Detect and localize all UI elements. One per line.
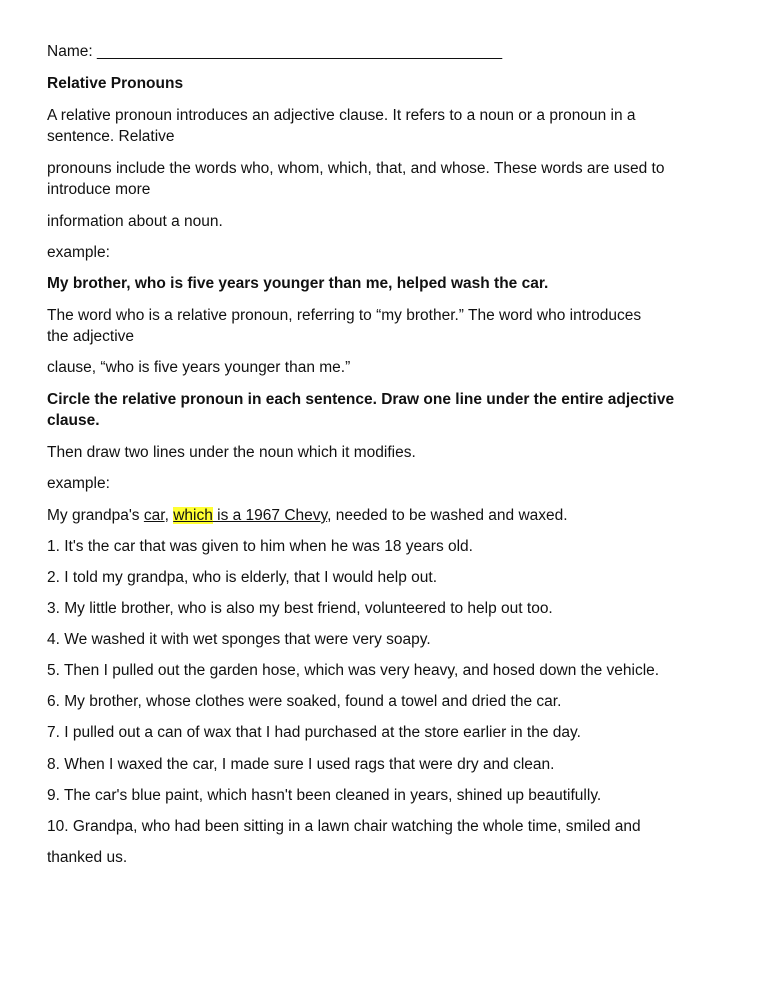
highlighted-pronoun: which — [173, 507, 213, 524]
example-sentence: My brother, who is five years younger than me, helped wash the car. — [47, 275, 549, 292]
intro-line-1: A relative pronoun introduces an adjective clause. It refers to a noun or a pronoun in a — [47, 107, 636, 124]
explanation-line-1: The word who is a relative pronoun, referring to “my brother.” The word who introduces — [47, 307, 642, 324]
instructions-line-3: Then draw two lines under the noun which it modifies. — [47, 444, 416, 461]
underlined-clause: is a 1967 Chevy — [212, 507, 328, 524]
intro-line-3: pronouns include the words who, whom, which, that, and whose. These words are used to — [47, 160, 665, 177]
exercise-9: 9. The car's blue paint, which hasn't been cleaned in years, shined up beautifully. — [47, 787, 602, 804]
explanation-line-2: the adjective — [47, 328, 135, 345]
example-label: example: — [47, 244, 110, 261]
exercise-1: 1. It's the car that was given to him when he was 18 years old. — [47, 538, 473, 555]
worked-example-end: , needed to be washed and waxed. — [327, 507, 568, 524]
intro-line-4: introduce more — [47, 181, 151, 198]
worked-example — [47, 505, 568, 526]
instructions-line-1: Circle the relative pronoun in each sentence. Draw one line under the entire adjective — [47, 391, 675, 408]
exercise-10-continued: thanked us. — [47, 849, 128, 866]
name-label: Name: — [47, 43, 97, 60]
exercise-2: 2. I told my grandpa, who is elderly, that I would help out. — [47, 569, 438, 586]
name-line — [47, 41, 502, 62]
exercise-3: 3. My little brother, who is also my best friend, volunteered to help out too. — [47, 600, 553, 617]
exercise-6: 6. My brother, whose clothes were soaked, found a towel and dried the car. — [47, 693, 562, 710]
exercise-10: 10. Grandpa, who had been sitting in a lawn chair watching the whole time, smiled and — [47, 818, 641, 835]
worked-example-start: My grandpa's — [47, 507, 144, 524]
name-blank: _______________________________________________ — [96, 43, 503, 60]
exercise-4: 4. We washed it with wet sponges that were very soapy. — [47, 631, 431, 648]
intro-line-5: information about a noun. — [47, 213, 223, 230]
example-label-2: example: — [47, 475, 110, 492]
worksheet-title: Relative Pronouns — [47, 75, 184, 92]
explanation-line-3: clause, “who is five years younger than me.” — [47, 359, 351, 376]
instructions-line-2: clause. — [47, 412, 100, 429]
exercise-8: 8. When I waxed the car, I made sure I used rags that were dry and clean. — [47, 756, 555, 773]
worked-example-comma: , — [164, 507, 174, 524]
exercise-5: 5. Then I pulled out the garden hose, which was very heavy, and hosed down the vehicle. — [47, 662, 660, 679]
modified-noun: car — [143, 507, 165, 524]
intro-line-2: sentence. Relative — [47, 128, 175, 145]
exercise-7: 7. I pulled out a can of wax that I had purchased at the store earlier in the day. — [47, 724, 581, 741]
